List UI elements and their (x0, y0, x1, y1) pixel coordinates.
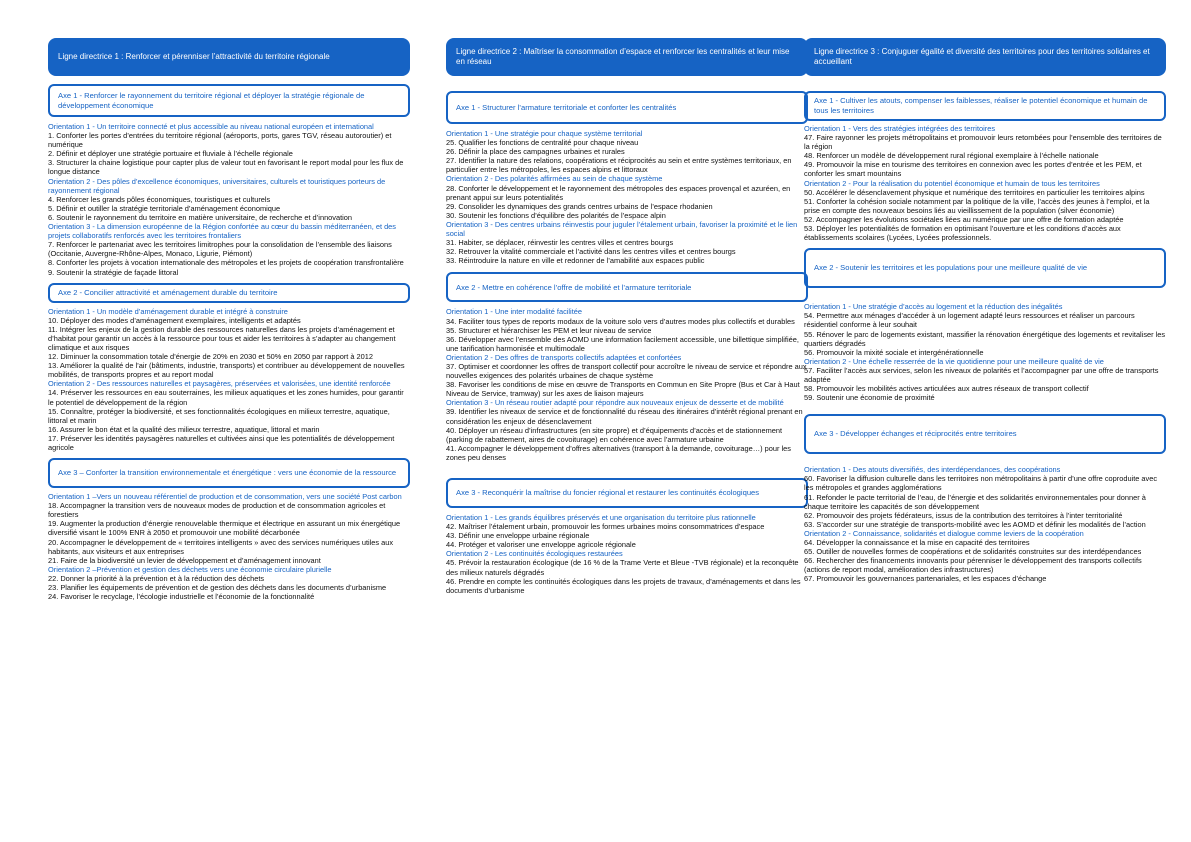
action-item: 6. Soutenir le rayonnement du territoire en matière universitaire, de recherche et d’innovation (48, 212, 353, 222)
orientation-heading: Orientation 1 - Une inter modalité facilitée (446, 307, 582, 317)
orientation-heading: Orientation 2 - Connaissance, solidarités et dialogue comme leviers de la coopération (804, 528, 1084, 538)
action-item: 64. Développer la connaissance et la mise en capacité des territoires (804, 538, 1030, 547)
action-item: 66. Rechercher des financements innovants pour pérenniser le développement des transports collectifs (actions de report modal, amélioration des infrastructures) (804, 556, 1142, 575)
orientation-heading: Orientation 2 - Les continuités écologiques restaurées (446, 549, 623, 559)
action-item: 38. Favoriser les conditions de mise en œuvre de Transports en Commun en Site Propre (Bus et Car à Haut Niveau de Service, tramway) sur les axes de liaison majeurs (446, 380, 800, 399)
action-item: 20. Accompagner le développement de « territoires intelligents » avec des services numériques utiles aux habitants, aux visiteurs et aux entreprises (48, 537, 394, 556)
action-item: 18. Accompagner la transition vers de nouveaux modes de production et de consommation agricoles et forestiers (48, 501, 386, 520)
axe-box (446, 478, 808, 508)
action-item: 33. Réintroduire la nature en ville et redonner de l’amabilité aux espaces public (446, 256, 705, 266)
axe-items (804, 124, 1166, 242)
axe-items (446, 513, 808, 595)
action-item: 28. Conforter le développement et le rayonnement des métropoles des espaces provençal et azuréen, en prenant appui sur leurs potentialités (446, 183, 791, 202)
action-item: 60. Favoriser la diffusion culturelle dans les territoires non métropolitains à partir d’une offre coproduite avec les métropoles et grandes agglomérations (804, 474, 1158, 493)
action-item: 35. Structurer et hiérarchiser les PEM et leur niveau de service (446, 325, 652, 335)
orientation-heading: Orientation 2 - Des pôles d’excellence économiques, universitaires, culturels et touristiques porteurs de rayonnement régional (48, 176, 386, 195)
action-item: 45. Prévoir la restauration écologique (de 16 % de la Trame Verte et Bleue -TVB régionale) et la reconquête des milieux naturels dégradés (446, 558, 799, 577)
action-item: 9. Soutenir la stratégie de façade littoral (48, 267, 179, 277)
orientation-heading: Orientation 1 - Une stratégie pour chaque système territorial (446, 129, 643, 138)
column-header (446, 38, 808, 76)
action-item: 40. Déployer un réseau d’infrastructures (en site propre) et d’équipements d’accès et de stationnement (parking de rabattement, aires de covoiturage) en cohérence avec l’armature urbaine (446, 425, 783, 444)
action-item: 52. Accompagner les évolutions sociétales liées au numérique par une offre de formation adaptée (804, 214, 1124, 224)
axe-items (446, 307, 808, 462)
axe-title: Axe 2 - Concilier attractivité et aménagement durable du territoire (58, 287, 278, 297)
action-item: 39. Identifier les niveaux de service et de fonctionnalité du réseau des itinéraires d’intérêt régional prenant en considération les enjeux de désenclavement (446, 407, 803, 426)
orientation-heading: Orientation 3 - Des centres urbains réinvestis pour juguler l’étalement urbain, favoriser la proximité et le lien social (446, 219, 798, 239)
column-ligne-directrice-2 (446, 38, 808, 595)
column-title: Ligne directrice 2 : Maîtriser la consommation d’espace et renforcer les centralités et leur mise en réseau (456, 46, 790, 66)
orientation-heading: Orientation 2 - Des polarités affirmées au sein de chaque système (446, 174, 663, 184)
action-item: 63. S’accorder sur une stratégie de transports-mobilité avec les AOMD et définir les modalités de l’action (804, 519, 1146, 529)
action-item: 11. Intégrer les enjeux de la gestion durable des ressources naturelles dans les projets d’aménagement et d’habitat pour garantir un accès à la ressource pour tous et aider les territoires à s’adapter au changement climatique et aux risques (48, 324, 396, 352)
axe-title: Axe 3 - Développer échanges et réciprocités entre territoires (814, 429, 1017, 439)
axe-title: Axe 3 - Reconquérir la maîtrise du foncier régional et restaurer les continuités écologiques (456, 488, 760, 498)
orientation-heading: Orientation 2 - Des ressources naturelles et paysagères, préservées et valorisées, une identité renforcée (48, 379, 391, 389)
action-item: 14. Préserver les ressources en eau souterraines, les milieux aquatiques et les zones humides, pour garantir le potentiel de développement de la région (48, 388, 404, 407)
column-ligne-directrice-1 (48, 38, 410, 601)
column-header (48, 38, 410, 76)
action-item: 7. Renforcer le partenariat avec les territoires limitrophes pour la consolidation de l’ensemble des liaisons (Occitanie, Auvergne-Rhône-Alpes, Monaco, Ligurie, Piémont) (48, 240, 392, 259)
axe-items (804, 465, 1166, 583)
orientation-heading: Orientation 1 - Les grands équilibres préservés et une organisation du territoire plus rationnelle (446, 513, 756, 522)
orientation-heading: Orientation 2 - Une échelle resserrée de la vie quotidienne pour une meilleure qualité de vie (804, 356, 1104, 366)
action-item: 8. Conforter les projets à vocation internationale des métropoles et les projets de coopération transfrontalière (48, 258, 404, 268)
axe-box (804, 248, 1166, 288)
orientation-heading: Orientation 1 - Une stratégie d’accès au logement et la réduction des inégalités (804, 302, 1063, 312)
axe-box (446, 91, 808, 124)
action-item: 3. Structurer la chaine logistique pour capter plus de valeur tout en favorisant le report modal pour les flux de longue distance (48, 158, 404, 177)
action-item: 56. Promouvoir la mixité sociale et intergénérationnelle (804, 347, 984, 357)
axe-title: Axe 2 - Soutenir les territoires et les populations pour une meilleure qualité de vie (814, 263, 1088, 273)
action-item: 53. Déployer les potentialités de formation en optimisant l’ouverture et les conditions d’accès aux établissements scolaires (Lycées, Lycées professionnels. (804, 224, 1121, 243)
action-item: 62. Promouvoir des projets fédérateurs, issus de la contribution des territoires à l’inter territorialité (804, 510, 1123, 520)
action-item: 41. Accompagner le développement d’offres alternatives (transport à la demande, covoiturage…) pour les zones peu denses (446, 443, 791, 462)
action-item: 65. Outiller de nouvelles formes de coopérations et de solidarités construites sur des interdépendances (804, 547, 1142, 557)
axe-title: Axe 1 - Structurer l’armature territoriale et conforter les centralités (456, 102, 677, 112)
action-item: 51. Conforter la cohésion sociale notamment par la politique de la ville, l’accès des jeunes à l’emploi, et la prise en compte des nouveaux besoins liés au vieillissement de la population (silver économie) (804, 196, 1150, 215)
action-item: 43. Définir une enveloppe urbaine régionale (446, 531, 590, 541)
action-item: 4. Renforcer les grands pôles économiques, touristiques et culturels (48, 194, 271, 204)
action-item: 22. Donner la priorité à la prévention et à la réduction des déchets (48, 573, 265, 583)
action-item: 48. Renforcer un modèle de développement rural régional exemplaire à l’échelle nationale (804, 151, 1099, 161)
action-item: 12. Diminuer la consommation totale d’énergie de 20% en 2030 et 50% en 2050 par rapport à 2012 (48, 352, 373, 362)
axe-title: Axe 3 – Conforter la transition environnementale et énergétique : vers une économie de la ressource (58, 468, 397, 478)
orientation-heading: Orientation 1 - Un territoire connecté et plus accessible au niveau national européen et international (48, 122, 374, 131)
action-item: 61. Refonder le pacte territorial de l’eau, de l’énergie et des solidarités environnementales pour donner à chaque territoire les capacités de son développement (804, 492, 1146, 511)
action-item: 32. Retrouver la vitalité commerciale et l’activité dans les centres villes et centres bourgs (446, 247, 736, 257)
action-item: 17. Préserver les identités paysagères naturelles et cultivées ainsi que les potentialités de développement agricole (48, 433, 395, 452)
axe-items (48, 492, 410, 601)
action-item: 1. Conforter les portes d’entrées du territoire régional (aéroports, ports, gares TGV, réseau autoroutier) et numérique (48, 131, 392, 150)
action-item: 15. Connaître, protéger la biodiversité, et ses fonctionnalités écologiques en milieux terrestre, aquatique, littoral et marin (48, 406, 390, 425)
axe-title: Axe 2 - Mettre en cohérence l’offre de mobilité et l’armature territoriale (456, 282, 692, 292)
action-item: 16. Assurer le bon état et la qualité des milieux terrestre, aquatique, littoral et marin (48, 424, 320, 434)
action-item: 31. Habiter, se déplacer, réinvestir les centres villes et centres bourgs (446, 238, 674, 248)
action-item: 36. Développer avec l’ensemble des AOMD une information facilement accessible, une billettique simplifiée, une tarification harmonisée et multimodale (446, 334, 799, 353)
action-item: 50. Accélérer le désenclavement physique et numérique des territoires en particulier les territoires alpins (804, 187, 1145, 197)
action-item: 47. Faire rayonner les projets métropolitains et promouvoir leurs retombées pour l’ensemble des territoires de la région (804, 133, 1162, 152)
axe-box (48, 84, 410, 117)
action-item: 54. Permettre aux ménages d’accéder à un logement adapté leurs ressources et réaliser un parcours résidentiel conforme à leur souhait (804, 311, 1135, 330)
action-item: 2. Définir et déployer une stratégie portuaire et fluviale à l’échelle régionale (48, 149, 293, 159)
action-item: 10. Déployer des modes d’aménagement exemplaires, intelligents et adaptés (48, 315, 301, 325)
axe-box (804, 414, 1166, 454)
orientation-heading: Orientation 1 –Vers un nouveau référentiel de production et de consommation, vers une société Post carbon (48, 492, 402, 502)
orientation-heading: Orientation 1 - Vers des stratégies intégrées des territoires (804, 124, 996, 133)
action-item: 30. Soutenir les fonctions d’équilibre des polarités de l’espace alpin (446, 210, 666, 220)
axe-items (48, 307, 410, 453)
orientation-heading: Orientation 1 - Un modèle d’aménagement durable et intégré à construire (48, 306, 288, 316)
action-item: 34. Faciliter tous types de reports modaux de la voiture solo vers d’autres modes plus collectifs et durables (446, 316, 795, 326)
orientation-heading: Orientation 2 –Prévention et gestion des déchets vers une économie circulaire plurielle (48, 564, 332, 574)
axe-box (48, 458, 410, 488)
action-item: 13. Améliorer la qualité de l’air (bâtiments, industrie, transports) et contribuer au développement de nouvelles mobilités, de transports propres et au report modal (48, 361, 405, 380)
action-item: 37. Optimiser et coordonner les offres de transport collectif pour accroître le niveau de service et répondre aux nouvelles exigences des polarités urbaines de chaque système (446, 361, 807, 381)
orientation-heading: Orientation 1 - Des atouts diversifiés, des interdépendances, des coopérations (804, 465, 1061, 475)
column-ligne-directrice-3 (804, 38, 1166, 583)
action-item: 26. Définir la place des campagnes urbaines et rurales (446, 147, 625, 157)
action-item: 23. Planifier les équipements de prévention et de gestion des déchets dans les documents d’urbanisme (48, 583, 387, 593)
axe-title: Axe 1 - Renforcer le rayonnement du territoire régional et déployer la stratégie régionale de développement économique (58, 90, 365, 110)
axe-box (804, 91, 1166, 121)
orientation-heading: Orientation 2 - Pour la réalisation du potentiel économique et humain de tous les territoires (804, 178, 1100, 188)
column-header (804, 38, 1166, 76)
axe-box (446, 272, 808, 302)
axe-items (446, 129, 808, 265)
action-item: 19. Augmenter la production d’énergie renouvelable thermique et électrique en assurant un mix énergétique diversifié visant le 100% ENR à 2050 et promouvoir une mobilité décarbonée (48, 519, 401, 538)
action-item: 67. Promouvoir les gouvernances partenariales, et les espaces d’échange (804, 574, 1047, 584)
orientation-heading: Orientation 2 - Des offres de transports collectifs adaptées et confortées (446, 352, 682, 362)
axe-title: Axe 1 - Cultiver les atouts, compenser les faiblesses, réaliser le potentiel économique et humain de tous les territoires (814, 96, 1148, 115)
action-item: 55. Rénover le parc de logements existant, massifier la rénovation énergétique des logements et revitaliser les quartiers dégradés (804, 329, 1166, 348)
action-item: 42. Maîtriser l’étalement urbain, promouvoir les formes urbaines moins consommatrices d’espace (446, 522, 765, 532)
axe-items (804, 302, 1166, 402)
action-item: 58. Promouvoir les mobilités actives articulées aux autres réseaux de transport collectif (804, 384, 1089, 394)
column-title: Ligne directrice 1 : Renforcer et pérenniser l’attractivité du territoire régionale (58, 51, 330, 61)
action-item: 21. Faire de la biodiversité un levier de développement et d’aménagement innovant (48, 555, 321, 565)
action-item: 5. Définir et outiller la stratégie territoriale d’aménagement économique (48, 203, 281, 213)
action-item: 27. Identifier la nature des relations, coopérations et réciprocités au sein et entre systèmes territoriaux, en particulier entre les métropoles, les espaces alpins et littoraux (446, 156, 792, 175)
action-item: 46. Prendre en compte les continuités écologiques dans les projets de travaux, d’aménagements et dans les documents d’urbanisme (446, 576, 801, 595)
axe-items (48, 122, 410, 277)
action-item: 44. Protéger et valoriser une enveloppe agricole régionale (446, 540, 636, 550)
action-item: 49. Promouvoir la mise en tourisme des territoires en connexion avec les portes d’entrée et les PEM, et conforter les smart mountains (804, 160, 1142, 179)
action-item: 24. Favoriser le recyclage, l’écologie industrielle et l’économie de la fonctionnalité (48, 592, 315, 602)
action-item: 57. Faciliter l’accès aux services, selon les niveaux de polarités et l’accompagner par une offre de transports adaptée (804, 365, 1159, 384)
action-item: 59. Soutenir une économie de proximité (804, 393, 935, 403)
axe-box (48, 283, 410, 303)
action-item: 25. Qualifier les fonctions de centralité pour chaque niveau (446, 138, 639, 148)
column-title: Ligne directrice 3 : Conjuguer égalité et diversité des territoires pour des territoires solidaires et accueillant (814, 46, 1150, 66)
orientation-heading: Orientation 3 - La dimension européenne de la Région confortée au cœur du bassin méditerranéen, et des projets collaboratifs renforcés avec les territoires frontaliers (48, 222, 396, 241)
orientation-heading: Orientation 3 - Un réseau routier adapté pour répondre aux nouveaux enjeux de desserte et de mobilité (446, 398, 784, 408)
action-item: 29. Consolider les dynamiques des grands centres urbains de l’espace rhodanien (446, 201, 713, 211)
